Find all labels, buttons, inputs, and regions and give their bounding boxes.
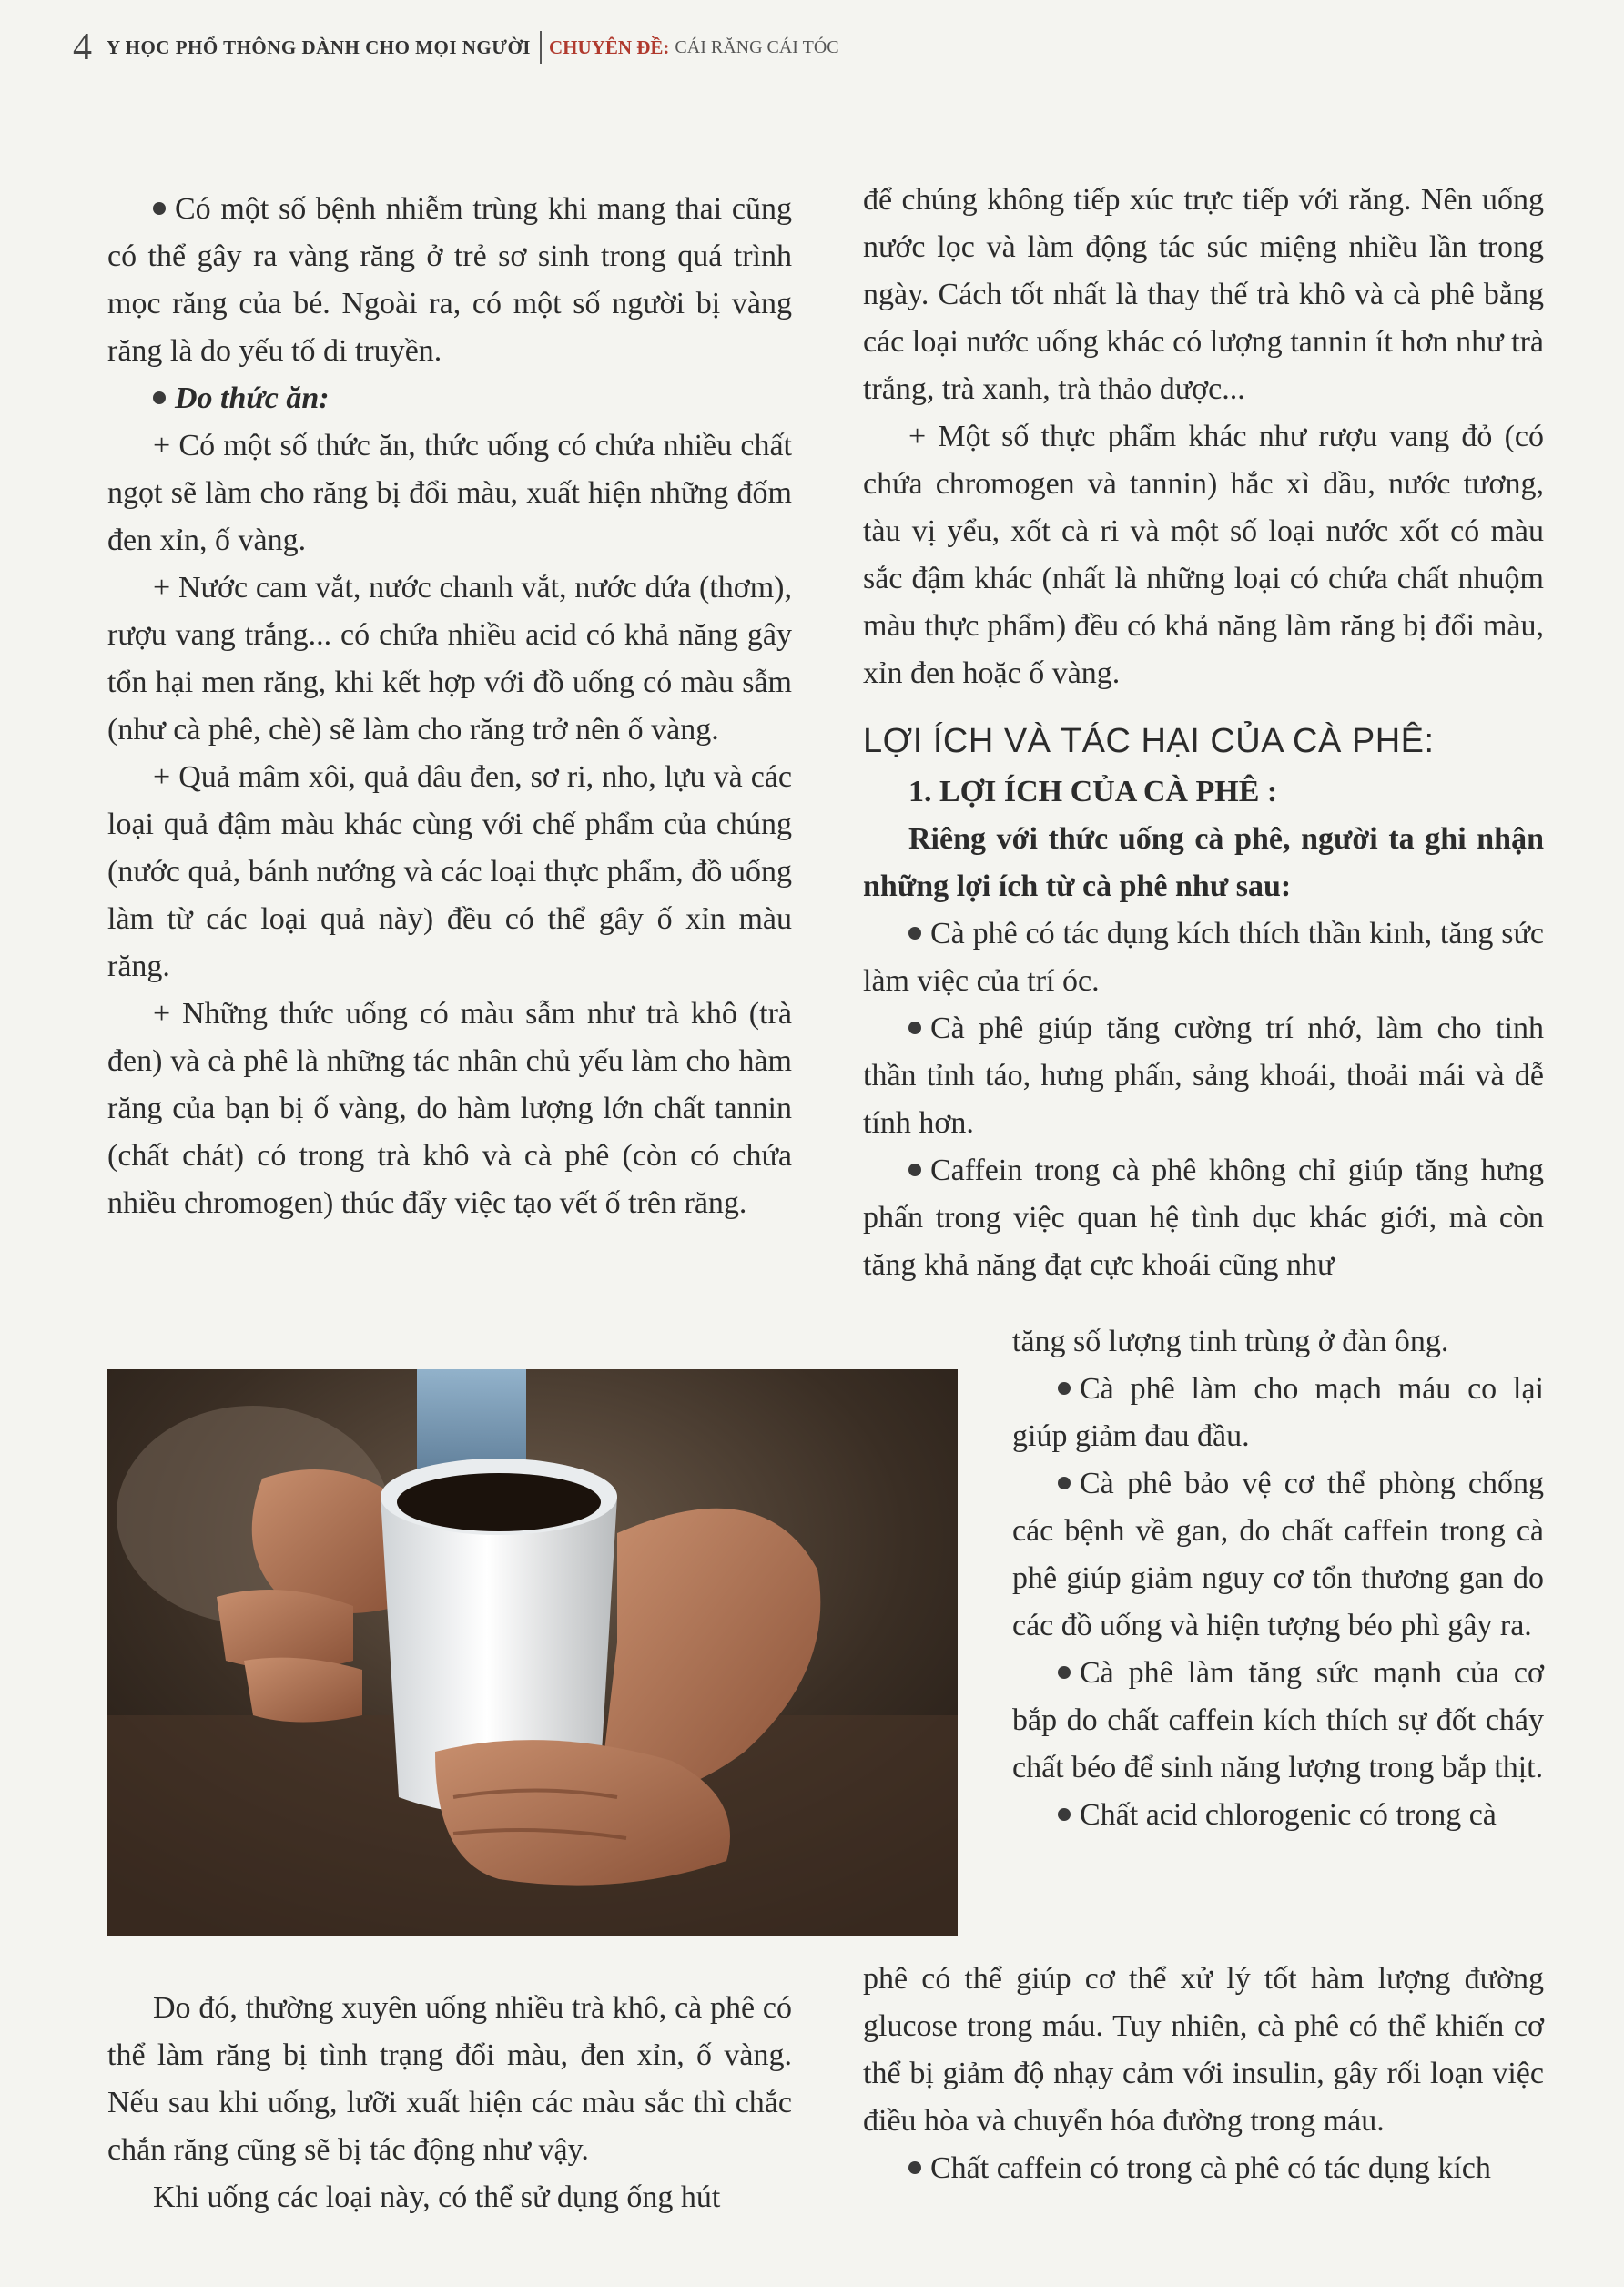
bullet-icon: [908, 1022, 921, 1034]
list-item: Cà phê có tác dụng kích thích thần kinh, tăng sức làm việc của trí óc.: [863, 917, 1544, 998]
paragraph: tăng số lượng tinh trùng ở đàn ông.: [1012, 1325, 1449, 1358]
paragraph: + Có một số thức ăn, thức uống có chứa nhiều chất ngọt sẽ làm cho răng bị đổi màu, xuất hiện những đốm đen xỉn, ố vàng.: [107, 429, 792, 557]
list-item: Caffein trong cà phê không chỉ giúp tăng hưng phấn trong việc quan hệ tình dục khác giới, mà còn tăng khả năng đạt cực khoái cũng như: [863, 1154, 1544, 1282]
page-header: [73, 20, 839, 75]
list-item: Cà phê làm cho mạch máu co lại giúp giảm đau đầu.: [1012, 1372, 1544, 1453]
bullet-icon: [908, 2161, 921, 2174]
paragraph: Do đó, thường xuyên uống nhiều trà khô, cà phê có thể làm răng bị tình trạng đổi màu, đen xỉn, ố vàng. Nếu sau khi uống, lưỡi xuất hiện các màu sắc thì chắc chắn răng cũng sẽ bị tác động như vậy.: [107, 1991, 792, 2167]
bullet-icon: [153, 202, 166, 215]
paragraph: Có một số bệnh nhiễm trùng khi mang thai cũng có thể gây ra vàng răng ở trẻ sơ sinh trong quá trình mọc răng của bé. Ngoài ra, có một số người bị vàng răng là do yếu tố di truyền.: [107, 192, 792, 368]
intro-paragraph: Riêng với thức uống cà phê, người ta ghi nhận những lợi ích từ cà phê như sau:: [863, 822, 1544, 903]
bullet-icon: [1058, 1808, 1071, 1821]
paragraph: + Một số thực phẩm khác như rượu vang đỏ (có chứa chromogen và tannin) hắc xì dầu, nước tương, tàu vị yểu, xốt cà ri và một số loại nước xốt có màu sắc đậm khác (nhất là những loại có chứa chất nhuộm màu thực phẩm) đều có khả năng làm răng bị đổi màu, xỉn đen hoặc ố vàng.: [863, 420, 1544, 690]
paragraph: Do thức ăn:: [107, 375, 792, 422]
topic-name: CÁI RĂNG CÁI TÓC: [675, 36, 839, 57]
right-column-top: [863, 177, 1544, 1289]
paragraph: Khi uống các loại này, có thể sử dụng ống hút: [153, 2180, 721, 2214]
list-item: Chất caffein có trong cà phê có tác dụng kích: [863, 2145, 1544, 2192]
paragraph: để chúng không tiếp xúc trực tiếp với răng. Nên uống nước lọc và làm động tác súc miệng nhiều lần trong ngày. Cách tốt nhất là thay thế trà khô và cà phê bằng các loại nước uống khác có lượng tannin ít hơn như trà trắng, trà xanh, trà thảo dược...: [863, 183, 1544, 406]
header-divider: [540, 31, 542, 64]
bullet-icon: [908, 1164, 921, 1176]
right-column-indented: [1012, 1318, 1544, 1839]
list-item: Chất acid chlorogenic có trong cà: [1012, 1792, 1544, 1839]
paragraph: + Nước cam vắt, nước chanh vắt, nước dứa (thơm), rượu vang trắng... có chứa nhiều acid có khả năng gây tổn hại men răng, khi kết hợp với đồ uống có màu sẫm (như cà phê, chè) sẽ làm cho răng trở nên ố vàng.: [107, 571, 792, 747]
section-heading: LỢI ÍCH VÀ TÁC HẠI CỦA CÀ PHÊ:: [863, 722, 1435, 760]
paragraph: + Quả mâm xôi, quả dâu đen, sơ ri, nho, lựu và các loại quả đậm màu khác cùng với chế phẩm của chúng (nước quả, bánh nướng và các loại thực phẩm, đồ uống làm từ các loại quả này) đều có thể gây ố xỉn màu răng.: [107, 760, 792, 983]
list-item: Cà phê làm tăng sức mạnh của cơ bắp do chất caffein kích thích sự đốt cháy chất béo để sinh năng lượng trong bắp thịt.: [1012, 1656, 1544, 1784]
left-column-top: [107, 186, 792, 1227]
bullet-icon: [1058, 1382, 1071, 1395]
page-number: 4: [73, 26, 92, 68]
paragraph: + Những thức uống có màu sẫm như trà khô (trà đen) và cà phê là những tác nhân chủ yếu làm cho hàm răng của bạn bị ố vàng, do hàm lượng lớn chất tannin (chất chát) có trong trà khô và cà phê (còn có chứa nhiều chromogen) thúc đẩy việc tạo vết ố trên răng.: [107, 997, 792, 1220]
left-column-bottom: [107, 1985, 792, 2221]
right-column-bottom: [863, 1956, 1544, 2192]
bullet-icon: [908, 927, 921, 940]
subsection-heading: 1. LỢI ÍCH CỦA CÀ PHÊ :: [908, 775, 1278, 808]
bullet-icon: [153, 391, 166, 404]
photo-illustration: [107, 1369, 958, 1936]
topic-label: CHUYÊN ĐỀ:: [548, 36, 670, 58]
bullet-icon: [1058, 1666, 1071, 1679]
list-item: Cà phê giúp tăng cường trí nhớ, làm cho tinh thần tỉnh táo, hưng phấn, sảng khoái, thoải mái và dễ tính hơn.: [863, 1011, 1544, 1140]
list-item: Cà phê bảo vệ cơ thể phòng chống các bệnh về gan, do chất caffein trong cà phê giúp giảm nguy cơ tổn thương gan do các đồ uống và hiện tượng béo phì gây ra.: [1012, 1467, 1544, 1642]
bullet-icon: [1058, 1477, 1071, 1489]
coffee-cup-photo: [107, 1369, 958, 1936]
paragraph: phê có thể giúp cơ thể xử lý tốt hàm lượng đường glucose trong máu. Tuy nhiên, cà phê có thể khiến cơ thể bị giảm độ nhạy cảm với insulin, gây rối loạn việc điều hòa và chuyển hóa đường trong máu.: [863, 1962, 1544, 2138]
magazine-title: Y HỌC PHỔ THÔNG DÀNH CHO MỌI NGƯỜI: [107, 36, 531, 58]
